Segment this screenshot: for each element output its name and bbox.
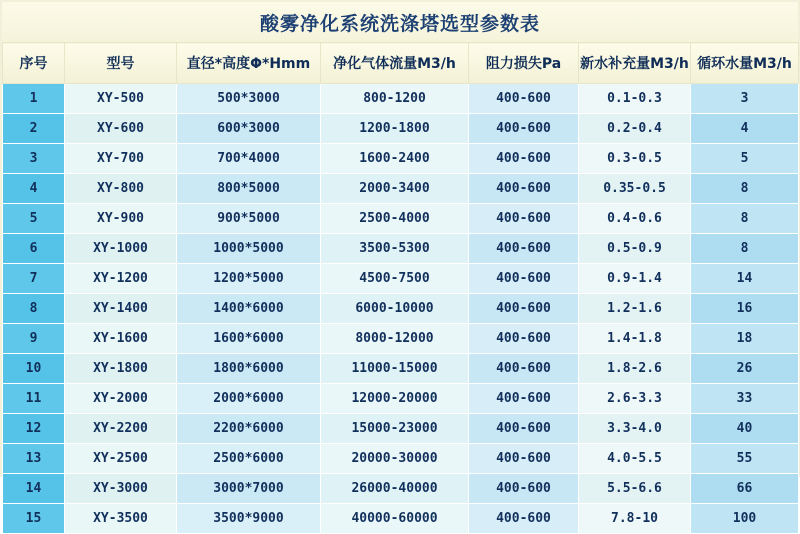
table-cell: XY-3500 <box>65 504 177 534</box>
table-cell: 3000*7000 <box>177 474 321 504</box>
table-cell: 400-600 <box>469 504 579 534</box>
title-bar <box>2 2 798 42</box>
table-cell: 100 <box>691 504 799 534</box>
table-cell: 400-600 <box>469 354 579 384</box>
table-row <box>3 504 799 534</box>
table-cell: 66 <box>691 474 799 504</box>
table-cell: 11000-15000 <box>321 354 469 384</box>
table-cell: 400-600 <box>469 204 579 234</box>
table-row <box>3 324 799 354</box>
column-header-gas-flow: 净化气体流量M3/h <box>321 43 469 84</box>
table-cell: 9 <box>3 324 65 354</box>
column-header-circulating-water: 循环水量M3/h <box>691 43 799 84</box>
table-cell: 1.2-1.6 <box>579 294 691 324</box>
table-cell: 1000*5000 <box>177 234 321 264</box>
table-cell: 7 <box>3 264 65 294</box>
table-cell: 1400*6000 <box>177 294 321 324</box>
table-cell: 2200*6000 <box>177 414 321 444</box>
table-cell: 400-600 <box>469 474 579 504</box>
table-cell: 10 <box>3 354 65 384</box>
table-row <box>3 444 799 474</box>
table-cell: 3 <box>3 144 65 174</box>
table-cell: XY-1600 <box>65 324 177 354</box>
table-cell: 0.9-1.4 <box>579 264 691 294</box>
table-cell: 8 <box>691 204 799 234</box>
table-row <box>3 174 799 204</box>
table-cell: 8 <box>691 174 799 204</box>
table-row <box>3 384 799 414</box>
table-cell: 1600-2400 <box>321 144 469 174</box>
column-header-diameter-height: 直径*高度Φ*Hmm <box>177 43 321 84</box>
table-cell: 5 <box>3 204 65 234</box>
table-row <box>3 84 799 114</box>
table-cell: 8 <box>691 234 799 264</box>
table-cell: 15000-23000 <box>321 414 469 444</box>
table-cell: 2 <box>3 114 65 144</box>
table-cell: 400-600 <box>469 144 579 174</box>
table-cell: 6000-10000 <box>321 294 469 324</box>
table-cell: 400-600 <box>469 84 579 114</box>
table-cell: 8000-12000 <box>321 324 469 354</box>
table-cell: 6 <box>3 234 65 264</box>
table-row <box>3 354 799 384</box>
table-cell: 13 <box>3 444 65 474</box>
table-cell: 1600*6000 <box>177 324 321 354</box>
table-cell: 2000*6000 <box>177 384 321 414</box>
table-cell: XY-2500 <box>65 444 177 474</box>
table-row <box>3 234 799 264</box>
table-cell: 2.6-3.3 <box>579 384 691 414</box>
table-cell: 1.8-2.6 <box>579 354 691 384</box>
table-cell: 12000-20000 <box>321 384 469 414</box>
table-cell: 800-1200 <box>321 84 469 114</box>
table-row <box>3 264 799 294</box>
table-row <box>3 204 799 234</box>
table-cell: 7.8-10 <box>579 504 691 534</box>
table-cell: 400-600 <box>469 234 579 264</box>
table-cell: 400-600 <box>469 324 579 354</box>
table-cell: XY-1400 <box>65 294 177 324</box>
table-cell: 18 <box>691 324 799 354</box>
table-cell: 4 <box>3 174 65 204</box>
table-body <box>3 84 799 534</box>
table-row <box>3 114 799 144</box>
table-cell: 4.0-5.5 <box>579 444 691 474</box>
table-cell: 400-600 <box>469 414 579 444</box>
table-row <box>3 144 799 174</box>
table-cell: 8 <box>3 294 65 324</box>
table-cell: 2500*6000 <box>177 444 321 474</box>
table-cell: XY-800 <box>65 174 177 204</box>
column-header-index: 序号 <box>3 43 65 84</box>
table-cell: XY-3000 <box>65 474 177 504</box>
table-cell: 5 <box>691 144 799 174</box>
table-cell: 11 <box>3 384 65 414</box>
table-cell: 26000-40000 <box>321 474 469 504</box>
table-cell: XY-500 <box>65 84 177 114</box>
column-header-model: 型号 <box>65 43 177 84</box>
table-cell: 400-600 <box>469 174 579 204</box>
table-cell: 500*3000 <box>177 84 321 114</box>
table-cell: 26 <box>691 354 799 384</box>
table-row <box>3 294 799 324</box>
table-cell: 1.4-1.8 <box>579 324 691 354</box>
table-cell: 0.4-0.6 <box>579 204 691 234</box>
table-cell: 3500*9000 <box>177 504 321 534</box>
table-cell: 12 <box>3 414 65 444</box>
table-cell: 700*4000 <box>177 144 321 174</box>
table-cell: 33 <box>691 384 799 414</box>
table-cell: 16 <box>691 294 799 324</box>
page-title: 酸雾净化系统洗涤塔选型参数表 <box>259 12 540 35</box>
table-cell: 800*5000 <box>177 174 321 204</box>
table-cell: XY-1000 <box>65 234 177 264</box>
table-cell: XY-1800 <box>65 354 177 384</box>
table-cell: 20000-30000 <box>321 444 469 474</box>
table-cell: 14 <box>691 264 799 294</box>
table-cell: XY-600 <box>65 114 177 144</box>
table-cell: 400-600 <box>469 114 579 144</box>
column-header-pressure-drop: 阻力损失Pa <box>469 43 579 84</box>
table-cell: 1200*5000 <box>177 264 321 294</box>
table-cell: 1200-1800 <box>321 114 469 144</box>
table-cell: 15 <box>3 504 65 534</box>
table-cell: 40000-60000 <box>321 504 469 534</box>
table-cell: 0.35-0.5 <box>579 174 691 204</box>
table-cell: 3 <box>691 84 799 114</box>
table-cell: 1 <box>3 84 65 114</box>
table-cell: XY-2200 <box>65 414 177 444</box>
table-cell: 55 <box>691 444 799 474</box>
header-row <box>3 43 799 84</box>
table-header <box>3 43 799 84</box>
table-row <box>3 414 799 444</box>
table-cell: 5.5-6.6 <box>579 474 691 504</box>
table-cell: 0.2-0.4 <box>579 114 691 144</box>
table-cell: XY-700 <box>65 144 177 174</box>
table-cell: 400-600 <box>469 294 579 324</box>
column-header-makeup-water: 新水补充量M3/h <box>579 43 691 84</box>
table-cell: 4500-7500 <box>321 264 469 294</box>
table-cell: 14 <box>3 474 65 504</box>
table-cell: 3.3-4.0 <box>579 414 691 444</box>
spec-table <box>2 42 799 534</box>
table-cell: 600*3000 <box>177 114 321 144</box>
table-cell: 0.3-0.5 <box>579 144 691 174</box>
table-cell: 1800*6000 <box>177 354 321 384</box>
table-cell: 400-600 <box>469 264 579 294</box>
table-row <box>3 474 799 504</box>
table-cell: 0.5-0.9 <box>579 234 691 264</box>
table-cell: 400-600 <box>469 384 579 414</box>
table-cell: 900*5000 <box>177 204 321 234</box>
table-cell: XY-1200 <box>65 264 177 294</box>
table-cell: XY-2000 <box>65 384 177 414</box>
table-cell: 2500-4000 <box>321 204 469 234</box>
table-cell: 4 <box>691 114 799 144</box>
table-cell: 0.1-0.3 <box>579 84 691 114</box>
table-cell: 40 <box>691 414 799 444</box>
table-cell: 400-600 <box>469 444 579 474</box>
table-cell: XY-900 <box>65 204 177 234</box>
table-cell: 2000-3400 <box>321 174 469 204</box>
table-cell: 3500-5300 <box>321 234 469 264</box>
